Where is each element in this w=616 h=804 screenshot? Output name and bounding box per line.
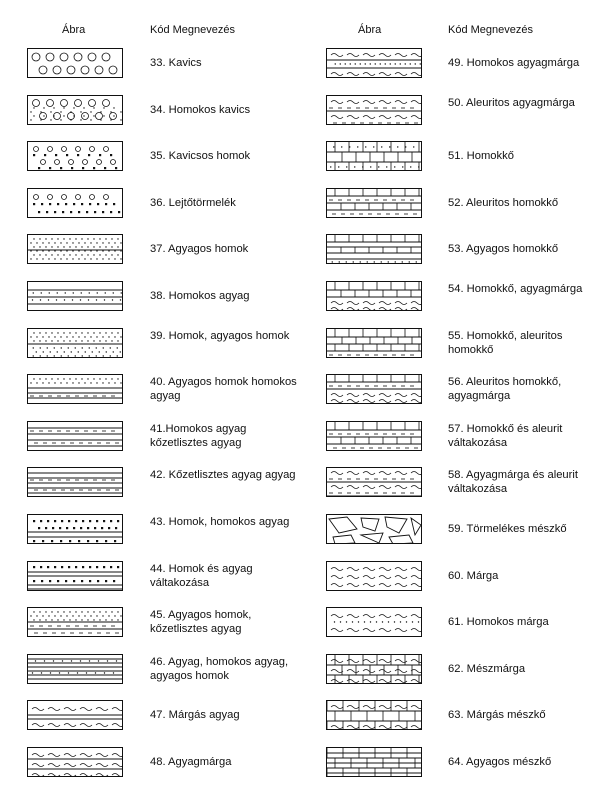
lithology-swatch-silty-clay-marl bbox=[326, 95, 422, 125]
header-figure-right: Ábra bbox=[358, 24, 382, 36]
lithology-swatch-scree bbox=[27, 188, 123, 218]
lithology-swatch-clayey-sand-sandy-clay bbox=[27, 374, 123, 404]
lithology-swatch-sandstone-clay-marl bbox=[326, 281, 422, 311]
lithology-swatch-sandstone-siltstone-alt bbox=[326, 421, 422, 451]
lithology-swatch-marl bbox=[326, 561, 422, 591]
legend-label: 37. Agyagos homok bbox=[150, 243, 249, 255]
lithology-swatch-sandy-gravel bbox=[27, 95, 123, 125]
lithology-swatch-gravel bbox=[27, 48, 123, 78]
legend-label: 41.Homokos agyag kőzetlisztes agyag bbox=[150, 423, 247, 449]
legend-label: 52. Aleuritos homokkő bbox=[448, 197, 559, 209]
lithology-swatch-sandy-clay bbox=[27, 281, 123, 311]
lithology-swatch-clay-marl bbox=[27, 747, 123, 777]
lithology-swatch-marly-limestone bbox=[326, 700, 422, 730]
lithology-swatch-sandstone bbox=[326, 141, 422, 171]
lithology-swatch-silty-clay bbox=[27, 467, 123, 497]
legend-label: 38. Homokos agyag bbox=[150, 290, 250, 302]
legend-label: 62. Mészmárga bbox=[448, 663, 526, 675]
legend-label: 49. Homokos agyagmárga bbox=[448, 57, 580, 69]
legend-label: 43. Homok, homokos agyag bbox=[150, 516, 290, 528]
legend-label: 45. Agyagos homok, kőzetlisztes agyag bbox=[150, 609, 252, 635]
legend-label: 40. Agyagos homok homokos agyag bbox=[150, 376, 297, 402]
legend-label: 42. Kőzetlisztes agyag agyag bbox=[150, 469, 296, 481]
legend-label: 35. Kavicsos homok bbox=[150, 150, 251, 162]
lithology-swatch-sand-sandy-clay bbox=[27, 514, 123, 544]
legend-label: 55. Homokkő, aleuritos homokkő bbox=[448, 330, 563, 356]
lithology-swatch-silty-sandstone-marl bbox=[326, 374, 422, 404]
legend-label: 48. Agyagmárga bbox=[150, 756, 232, 768]
legend-label: 46. Agyag, homokos agyag, agyagos homok bbox=[150, 656, 289, 682]
legend-label: 60. Márga bbox=[448, 570, 499, 582]
lithology-swatch-clastic-limestone bbox=[326, 514, 422, 544]
legend-label: 51. Homokkő bbox=[448, 150, 514, 162]
header-figure-left: Ábra bbox=[62, 24, 86, 36]
lithology-swatch-silty-sandstone bbox=[326, 188, 422, 218]
lithology-swatch-marly-clay bbox=[27, 700, 123, 730]
legend-label: 47. Márgás agyag bbox=[150, 709, 240, 721]
lithology-swatch-marl-siltstone-alt bbox=[326, 467, 422, 497]
legend-label: 57. Homokkő és aleurit váltakozása bbox=[448, 423, 563, 449]
lithology-swatch-clay-mix bbox=[27, 654, 123, 684]
legend-label: 58. Agyagmárga és aleurit váltakozása bbox=[448, 469, 578, 495]
legend-label: 36. Lejtőtörmelék bbox=[150, 197, 236, 209]
header-code-right: Kód Megnevezés bbox=[448, 24, 533, 36]
lithology-swatch-clayey-sandstone bbox=[326, 234, 422, 264]
legend-label: 63. Márgás mészkő bbox=[448, 709, 546, 721]
lithology-swatch-sand-clayey-sand bbox=[27, 328, 123, 358]
header-code-left: Kód Megnevezés bbox=[150, 24, 235, 36]
legend-label: 64. Agyagos mészkő bbox=[448, 756, 552, 768]
lithology-swatch-clayey-sand bbox=[27, 234, 123, 264]
lithology-swatch-sand-clay-alternation bbox=[27, 561, 123, 591]
legend-label: 54. Homokkő, agyagmárga bbox=[448, 283, 583, 295]
legend-label: 59. Törmelékes mészkő bbox=[448, 523, 567, 535]
legend-label: 39. Homok, agyagos homok bbox=[150, 330, 290, 342]
lithology-swatch-sandy-silty-clay bbox=[27, 421, 123, 451]
legend-label: 33. Kavics bbox=[150, 57, 202, 69]
legend-label: 44. Homok és agyag váltakozása bbox=[150, 563, 253, 589]
lithology-swatch-clayey-limestone bbox=[326, 747, 422, 777]
lithology-swatch-clayey-sand-silty-clay bbox=[27, 607, 123, 637]
legend-label: 53. Agyagos homokkő bbox=[448, 243, 559, 255]
lithology-swatch-sandy-clay-marl bbox=[326, 48, 422, 78]
lithology-swatch-sandstone-silty bbox=[326, 328, 422, 358]
lithology-swatch-lime-marl bbox=[326, 654, 422, 684]
lithology-swatch-gravelly-sand bbox=[27, 141, 123, 171]
lithology-swatch-sandy-marl bbox=[326, 607, 422, 637]
legend-label: 56. Aleuritos homokkő, agyagmárga bbox=[448, 376, 562, 402]
legend-label: 61. Homokos márga bbox=[448, 616, 549, 628]
legend-label: 34. Homokos kavics bbox=[150, 104, 251, 116]
legend-label: 50. Aleuritos agyagmárga bbox=[448, 97, 575, 109]
